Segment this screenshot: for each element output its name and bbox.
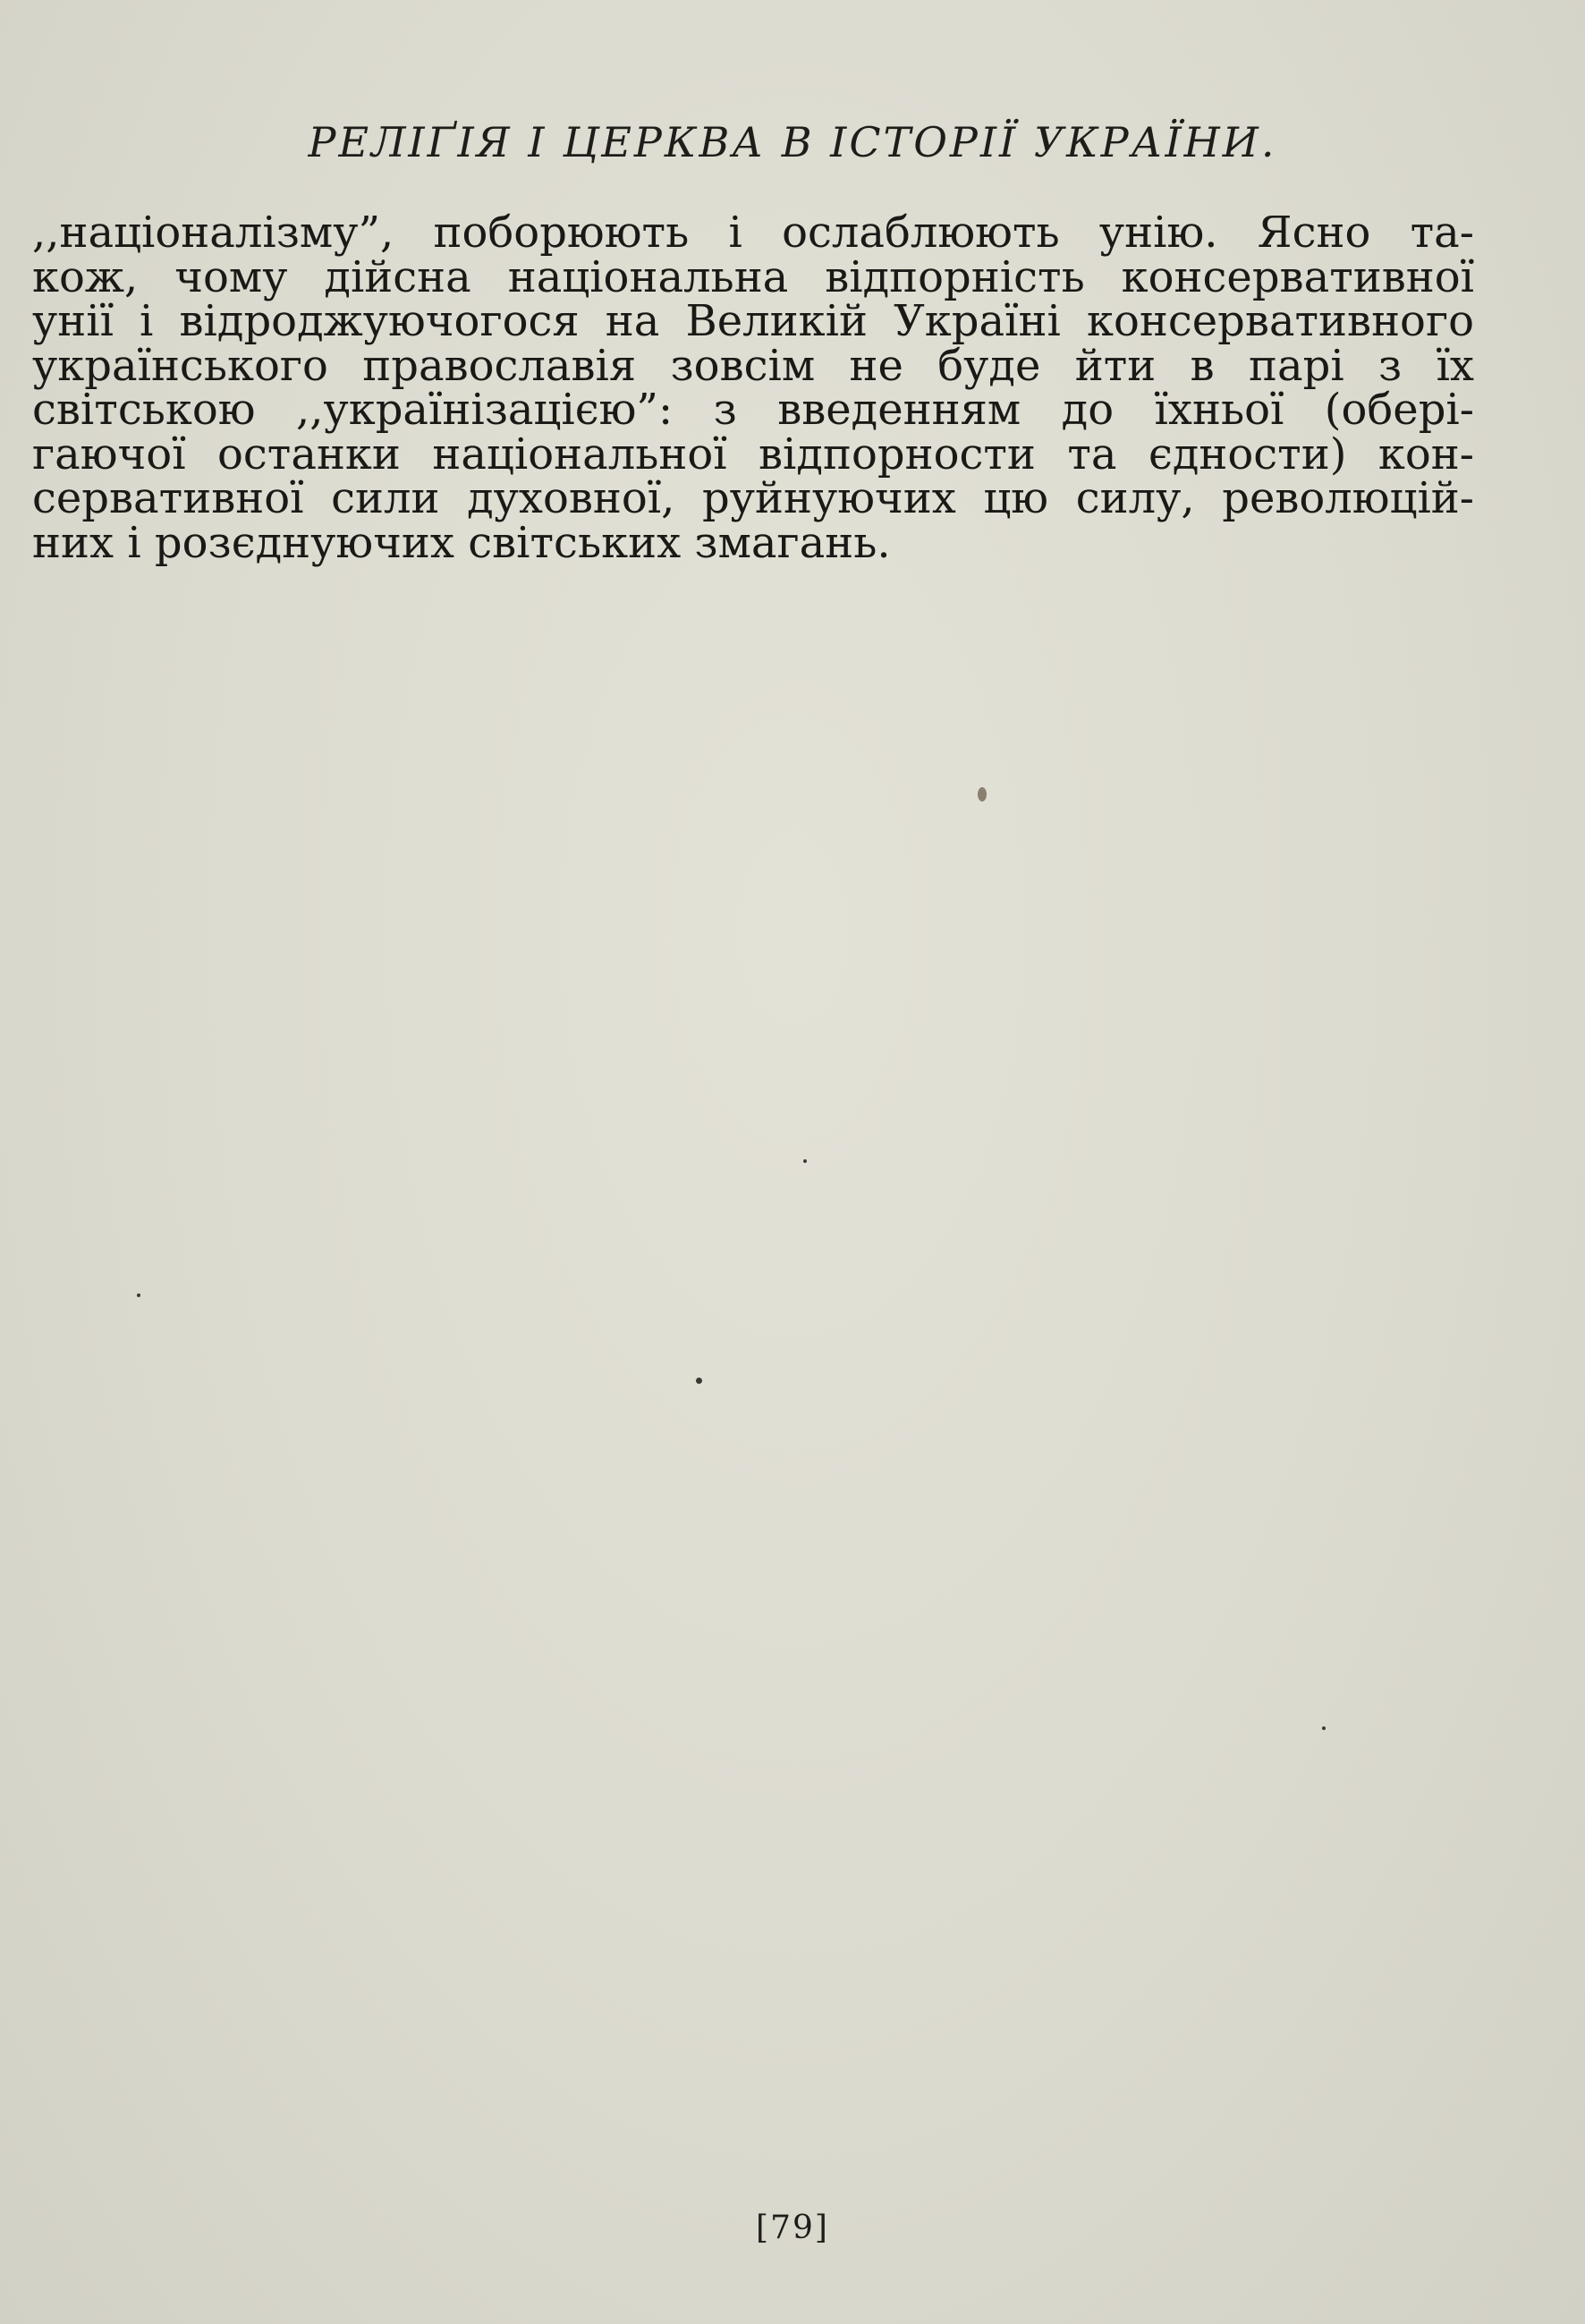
paper-speck xyxy=(137,1293,140,1297)
text-line: ,,націоналізму”, поборюють і ослаблюють унію. Ясно та- xyxy=(32,208,1474,258)
text-line: унії і відроджуючогося на Великій Україні консервативного xyxy=(32,296,1474,346)
text-line: них і розєднуючих світських змагань. xyxy=(32,517,891,568)
paper-speck xyxy=(1322,1726,1326,1730)
text-line: українського православія зовсім не буде йти в парі з їх xyxy=(32,340,1474,391)
text-line: світською ,,українізацією”: з введенням до їхньої (обері- xyxy=(32,385,1474,435)
body-paragraph xyxy=(32,208,1474,568)
text-line: сервативної сили духовної, руйнуючих цю силу, революцій- xyxy=(32,473,1474,523)
page-number: [79] xyxy=(756,2209,829,2246)
paper-speck xyxy=(803,1159,807,1163)
text-line: гаючої останки національної відпорности та єдности) кон- xyxy=(32,428,1474,479)
paper-speck xyxy=(696,1378,702,1384)
paper-speck xyxy=(978,787,987,802)
running-head: РЕЛІҐІЯ І ЦЕРКВА В ІСТОРІЇ УКРАЇНИ. xyxy=(308,118,1277,166)
text-line: кож, чому дійсна національна відпорність консервативної xyxy=(32,251,1474,302)
